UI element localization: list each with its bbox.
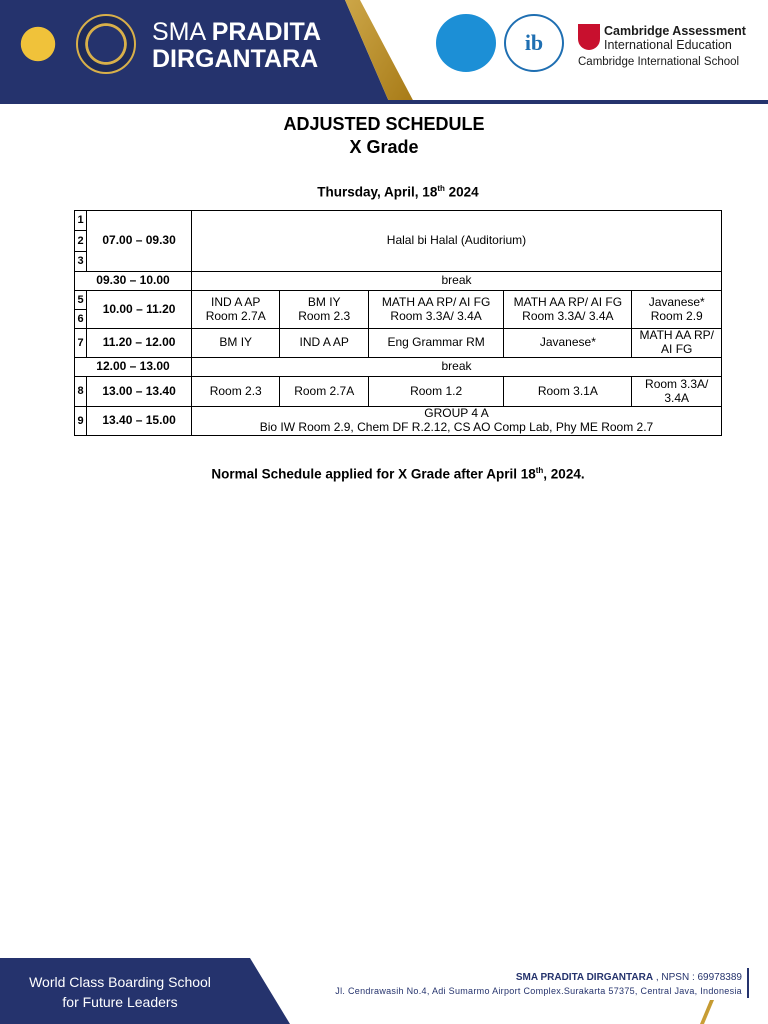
class-cell: Javanese*	[504, 329, 632, 358]
class-cell: BM IY Room 2.3	[280, 291, 369, 329]
class-cell: Room 2.3	[191, 377, 280, 407]
period-number: 5	[77, 293, 84, 306]
group-cell	[191, 407, 721, 436]
time-slot: 10.00 – 11.20	[87, 291, 192, 329]
period-number: 7	[75, 329, 87, 358]
cambridge-logo-text	[604, 24, 746, 53]
period-number: 2	[75, 230, 86, 250]
schedule-note	[0, 466, 768, 482]
school-name-prefix: SMA	[152, 18, 205, 46]
period-number: 6	[75, 309, 86, 328]
school-name-line2: DIRGANTARA	[152, 45, 319, 73]
footer-tagline-line2: for Future Leaders	[62, 994, 178, 1011]
class-cell: MATH AA RP/ AI FG Room 3.3A/ 3.4A	[368, 291, 503, 329]
date-sup: th	[437, 184, 445, 193]
table-row	[75, 291, 722, 329]
cambridge-line2: International Education	[604, 38, 732, 53]
time-slot: 07.00 – 09.30	[87, 211, 192, 272]
footer-org-name: SMA PRADITA DIRGANTARA	[515, 972, 654, 983]
period-number: 3	[75, 251, 86, 271]
cambridge-line1: Cambridge Assessment	[604, 24, 746, 38]
period-number: 9	[75, 407, 87, 436]
class-cell: Javanese* Room 2.9	[632, 291, 722, 329]
break-cell: break	[191, 358, 721, 377]
note-prefix: Normal Schedule applied for X Grade after April 18	[211, 466, 536, 482]
footer-tagline	[0, 972, 240, 1013]
group-cell-line2: Bio IW Room 2.9, Chem DF R.2.12, CS AO Comp Lab, Phy ME Room 2.7	[259, 420, 654, 434]
table-row	[75, 272, 722, 291]
footer-tagline-line1: World Class Boarding School	[29, 974, 211, 990]
footer-address: Jl. Cendrawasih No.4, Adi Sumarmo Airport Complex.Surakarta 57375, Central Java, Indonesia	[335, 986, 742, 996]
period-number: 8	[75, 377, 87, 407]
time-slot: 13.00 – 13.40	[87, 377, 192, 407]
ib-world-school-logo	[504, 14, 564, 72]
table-row	[75, 377, 722, 407]
tut-wuri-handayani-logo	[436, 14, 496, 72]
table-row	[75, 329, 722, 358]
ib-logo-text: ib	[524, 30, 544, 55]
school-crest-logo	[76, 14, 136, 74]
foundation-crest-logo	[8, 14, 68, 74]
class-cell: MATH AA RP/ AI FG	[632, 329, 722, 358]
group-cell-line1: GROUP 4 A	[424, 406, 489, 421]
class-cell: Room 1.2	[368, 377, 503, 407]
class-cell: Room 3.1A	[504, 377, 632, 407]
class-cell: Room 3.3A/ 3.4A	[632, 377, 722, 407]
header-underline	[0, 100, 768, 104]
footer-gold-accent	[700, 1000, 740, 1024]
date-prefix: Thursday, April, 18	[317, 184, 438, 200]
table-row	[75, 358, 722, 377]
table-row	[75, 407, 722, 436]
class-cell: BM IY	[191, 329, 280, 358]
school-name-main: PRADITA	[211, 18, 322, 46]
period-numbers	[75, 291, 87, 329]
schedule-date	[0, 184, 768, 200]
time-slot: 09.30 – 10.00	[75, 272, 192, 291]
date-suffix: 2024	[444, 184, 479, 200]
document-subtitle: X Grade	[349, 137, 419, 157]
table-row	[75, 211, 722, 272]
class-cell: MATH AA RP/ AI FG Room 3.3A/ 3.4A	[504, 291, 632, 329]
cambridge-school-label: Cambridge International School	[578, 56, 740, 68]
note-sup: th	[535, 466, 544, 475]
schedule-table	[74, 210, 722, 436]
time-slot: 11.20 – 12.00	[87, 329, 192, 358]
footer-divider	[747, 968, 749, 998]
period-numbers	[75, 211, 87, 272]
document-title: ADJUSTED SCHEDULE	[283, 114, 485, 134]
cambridge-shield-icon	[578, 24, 600, 50]
activity-cell: Halal bi Halal (Auditorium)	[191, 211, 721, 272]
school-name	[152, 20, 321, 72]
time-slot: 13.40 – 15.00	[87, 407, 192, 436]
letterhead	[0, 0, 768, 104]
note-suffix: , 2024.	[543, 466, 585, 482]
period-number: 1	[77, 214, 84, 227]
footer-org	[516, 972, 742, 983]
class-cell: Eng Grammar RM	[368, 329, 503, 358]
time-slot: 12.00 – 13.00	[75, 358, 192, 377]
break-cell: break	[191, 272, 721, 291]
class-cell: IND A AP Room 2.7A	[191, 291, 280, 329]
footer-npsn: , NPSN : 69978389	[653, 972, 742, 983]
class-cell: IND A AP	[280, 329, 369, 358]
class-cell: Room 2.7A	[280, 377, 369, 407]
